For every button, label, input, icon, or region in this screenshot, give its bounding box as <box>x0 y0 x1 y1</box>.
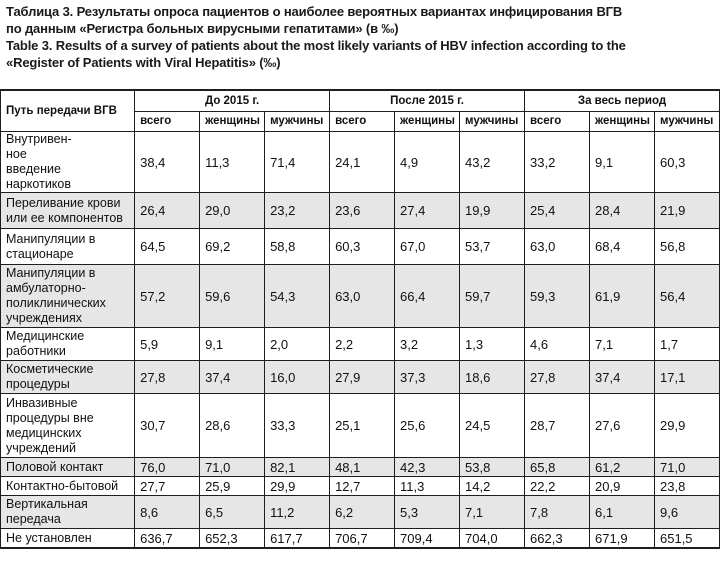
value-cell: 7,1 <box>460 496 525 529</box>
value-cell: 1,7 <box>655 328 720 361</box>
row-label: Вертикальная передача <box>1 496 135 529</box>
value-cell: 27,6 <box>590 394 655 458</box>
value-cell: 29,9 <box>655 394 720 458</box>
value-cell: 38,4 <box>135 132 200 193</box>
value-cell: 6,1 <box>590 496 655 529</box>
value-cell: 27,8 <box>135 361 200 394</box>
value-cell: 59,7 <box>460 265 525 328</box>
value-cell: 704,0 <box>460 529 525 549</box>
subheader-men: мужчины <box>265 112 330 132</box>
subheader-total: всего <box>525 112 590 132</box>
value-cell: 636,7 <box>135 529 200 549</box>
value-cell: 21,9 <box>655 193 720 229</box>
value-cell: 16,0 <box>265 361 330 394</box>
value-cell: 67,0 <box>395 229 460 265</box>
table-row <box>1 328 720 361</box>
value-cell: 56,4 <box>655 265 720 328</box>
value-cell: 20,9 <box>590 477 655 496</box>
value-cell: 5,9 <box>135 328 200 361</box>
value-cell: 28,4 <box>590 193 655 229</box>
row-label: Переливание крови или ее компонентов <box>1 193 135 229</box>
value-cell: 3,2 <box>395 328 460 361</box>
value-cell: 25,4 <box>525 193 590 229</box>
value-cell: 57,2 <box>135 265 200 328</box>
value-cell: 27,7 <box>135 477 200 496</box>
value-cell: 76,0 <box>135 458 200 477</box>
value-cell: 28,7 <box>525 394 590 458</box>
table-row <box>1 394 720 458</box>
value-cell: 5,3 <box>395 496 460 529</box>
value-cell: 28,6 <box>200 394 265 458</box>
value-cell: 61,9 <box>590 265 655 328</box>
caption-ru-line-1: Таблица 3. Результаты опроса пациентов о наиболее вероятных вариантах инфицирования ВГВ <box>6 4 623 19</box>
table-caption <box>0 0 720 89</box>
value-cell: 71,0 <box>655 458 720 477</box>
row-label: Медицинские работники <box>1 328 135 361</box>
group-header-whole-period: За весь период <box>525 90 720 112</box>
subheader-women: женщины <box>200 112 265 132</box>
value-cell: 4,6 <box>525 328 590 361</box>
value-cell: 65,8 <box>525 458 590 477</box>
value-cell: 651,5 <box>655 529 720 549</box>
value-cell: 27,4 <box>395 193 460 229</box>
value-cell: 17,1 <box>655 361 720 394</box>
value-cell: 60,3 <box>330 229 395 265</box>
group-header-before-2015: До 2015 г. <box>135 90 330 112</box>
value-cell: 8,6 <box>135 496 200 529</box>
value-cell: 27,8 <box>525 361 590 394</box>
value-cell: 19,9 <box>460 193 525 229</box>
value-cell: 25,9 <box>200 477 265 496</box>
value-cell: 22,2 <box>525 477 590 496</box>
value-cell: 2,2 <box>330 328 395 361</box>
value-cell: 37,4 <box>200 361 265 394</box>
row-label: Не установлен <box>1 529 135 549</box>
value-cell: 11,3 <box>200 132 265 193</box>
value-cell: 43,2 <box>460 132 525 193</box>
row-label: Манипуляции в амбулаторно- поликлинических учреждениях <box>1 265 135 328</box>
value-cell: 1,3 <box>460 328 525 361</box>
value-cell: 56,8 <box>655 229 720 265</box>
value-cell: 11,3 <box>395 477 460 496</box>
value-cell: 23,8 <box>655 477 720 496</box>
value-cell: 29,9 <box>265 477 330 496</box>
value-cell: 617,7 <box>265 529 330 549</box>
value-cell: 58,8 <box>265 229 330 265</box>
value-cell: 23,6 <box>330 193 395 229</box>
table-row <box>1 229 720 265</box>
table-row <box>1 529 720 549</box>
value-cell: 29,0 <box>200 193 265 229</box>
value-cell: 33,2 <box>525 132 590 193</box>
value-cell: 6,2 <box>330 496 395 529</box>
value-cell: 7,8 <box>525 496 590 529</box>
value-cell: 82,1 <box>265 458 330 477</box>
table-row <box>1 132 720 193</box>
value-cell: 59,3 <box>525 265 590 328</box>
value-cell: 59,6 <box>200 265 265 328</box>
row-label: Манипуляции в стационаре <box>1 229 135 265</box>
value-cell: 23,2 <box>265 193 330 229</box>
value-cell: 53,8 <box>460 458 525 477</box>
value-cell: 706,7 <box>330 529 395 549</box>
value-cell: 64,5 <box>135 229 200 265</box>
row-label: Контактно-бытовой <box>1 477 135 496</box>
value-cell: 60,3 <box>655 132 720 193</box>
value-cell: 4,9 <box>395 132 460 193</box>
value-cell: 42,3 <box>395 458 460 477</box>
caption-en-line-2: «Register of Patients with Viral Hepatitis» (‰) <box>6 55 281 70</box>
value-cell: 14,2 <box>460 477 525 496</box>
subheader-men: мужчины <box>460 112 525 132</box>
value-cell: 652,3 <box>200 529 265 549</box>
value-cell: 48,1 <box>330 458 395 477</box>
row-header-cell: Путь передачи ВГВ <box>1 90 135 132</box>
value-cell: 7,1 <box>590 328 655 361</box>
subheader-total: всего <box>135 112 200 132</box>
value-cell: 24,1 <box>330 132 395 193</box>
value-cell: 53,7 <box>460 229 525 265</box>
value-cell: 24,5 <box>460 394 525 458</box>
subheader-total: всего <box>330 112 395 132</box>
value-cell: 9,1 <box>200 328 265 361</box>
value-cell: 27,9 <box>330 361 395 394</box>
value-cell: 54,3 <box>265 265 330 328</box>
value-cell: 25,1 <box>330 394 395 458</box>
value-cell: 69,2 <box>200 229 265 265</box>
row-label: Инвазивные процедуры вне медицинских учреждений <box>1 394 135 458</box>
value-cell: 26,4 <box>135 193 200 229</box>
table-row <box>1 458 720 477</box>
table-row <box>1 477 720 496</box>
value-cell: 25,6 <box>395 394 460 458</box>
value-cell: 66,4 <box>395 265 460 328</box>
subheader-men: мужчины <box>655 112 720 132</box>
caption-ru-line-2: по данным «Регистра больных вирусными гепатитами» (в ‰) <box>6 21 399 36</box>
value-cell: 6,5 <box>200 496 265 529</box>
value-cell: 671,9 <box>590 529 655 549</box>
caption-en-line-1: Table 3. Results of a survey of patients about the most likely variants of HBV infection according to the <box>6 38 626 53</box>
table-row <box>1 361 720 394</box>
row-label: Внутривен- ное введение наркотиков <box>1 132 135 193</box>
value-cell: 61,2 <box>590 458 655 477</box>
row-label: Косметические процедуры <box>1 361 135 394</box>
table-row <box>1 265 720 328</box>
value-cell: 63,0 <box>330 265 395 328</box>
value-cell: 2,0 <box>265 328 330 361</box>
value-cell: 37,4 <box>590 361 655 394</box>
value-cell: 9,1 <box>590 132 655 193</box>
value-cell: 71,0 <box>200 458 265 477</box>
row-label: Половой контакт <box>1 458 135 477</box>
table-row <box>1 193 720 229</box>
value-cell: 30,7 <box>135 394 200 458</box>
value-cell: 18,6 <box>460 361 525 394</box>
subheader-women: женщины <box>590 112 655 132</box>
value-cell: 709,4 <box>395 529 460 549</box>
value-cell: 68,4 <box>590 229 655 265</box>
value-cell: 37,3 <box>395 361 460 394</box>
value-cell: 9,6 <box>655 496 720 529</box>
value-cell: 12,7 <box>330 477 395 496</box>
value-cell: 71,4 <box>265 132 330 193</box>
value-cell: 63,0 <box>525 229 590 265</box>
table-row <box>1 496 720 529</box>
value-cell: 11,2 <box>265 496 330 529</box>
subheader-women: женщины <box>395 112 460 132</box>
group-header-after-2015: После 2015 г. <box>330 90 525 112</box>
value-cell: 662,3 <box>525 529 590 549</box>
value-cell: 33,3 <box>265 394 330 458</box>
survey-results-table <box>0 89 720 549</box>
